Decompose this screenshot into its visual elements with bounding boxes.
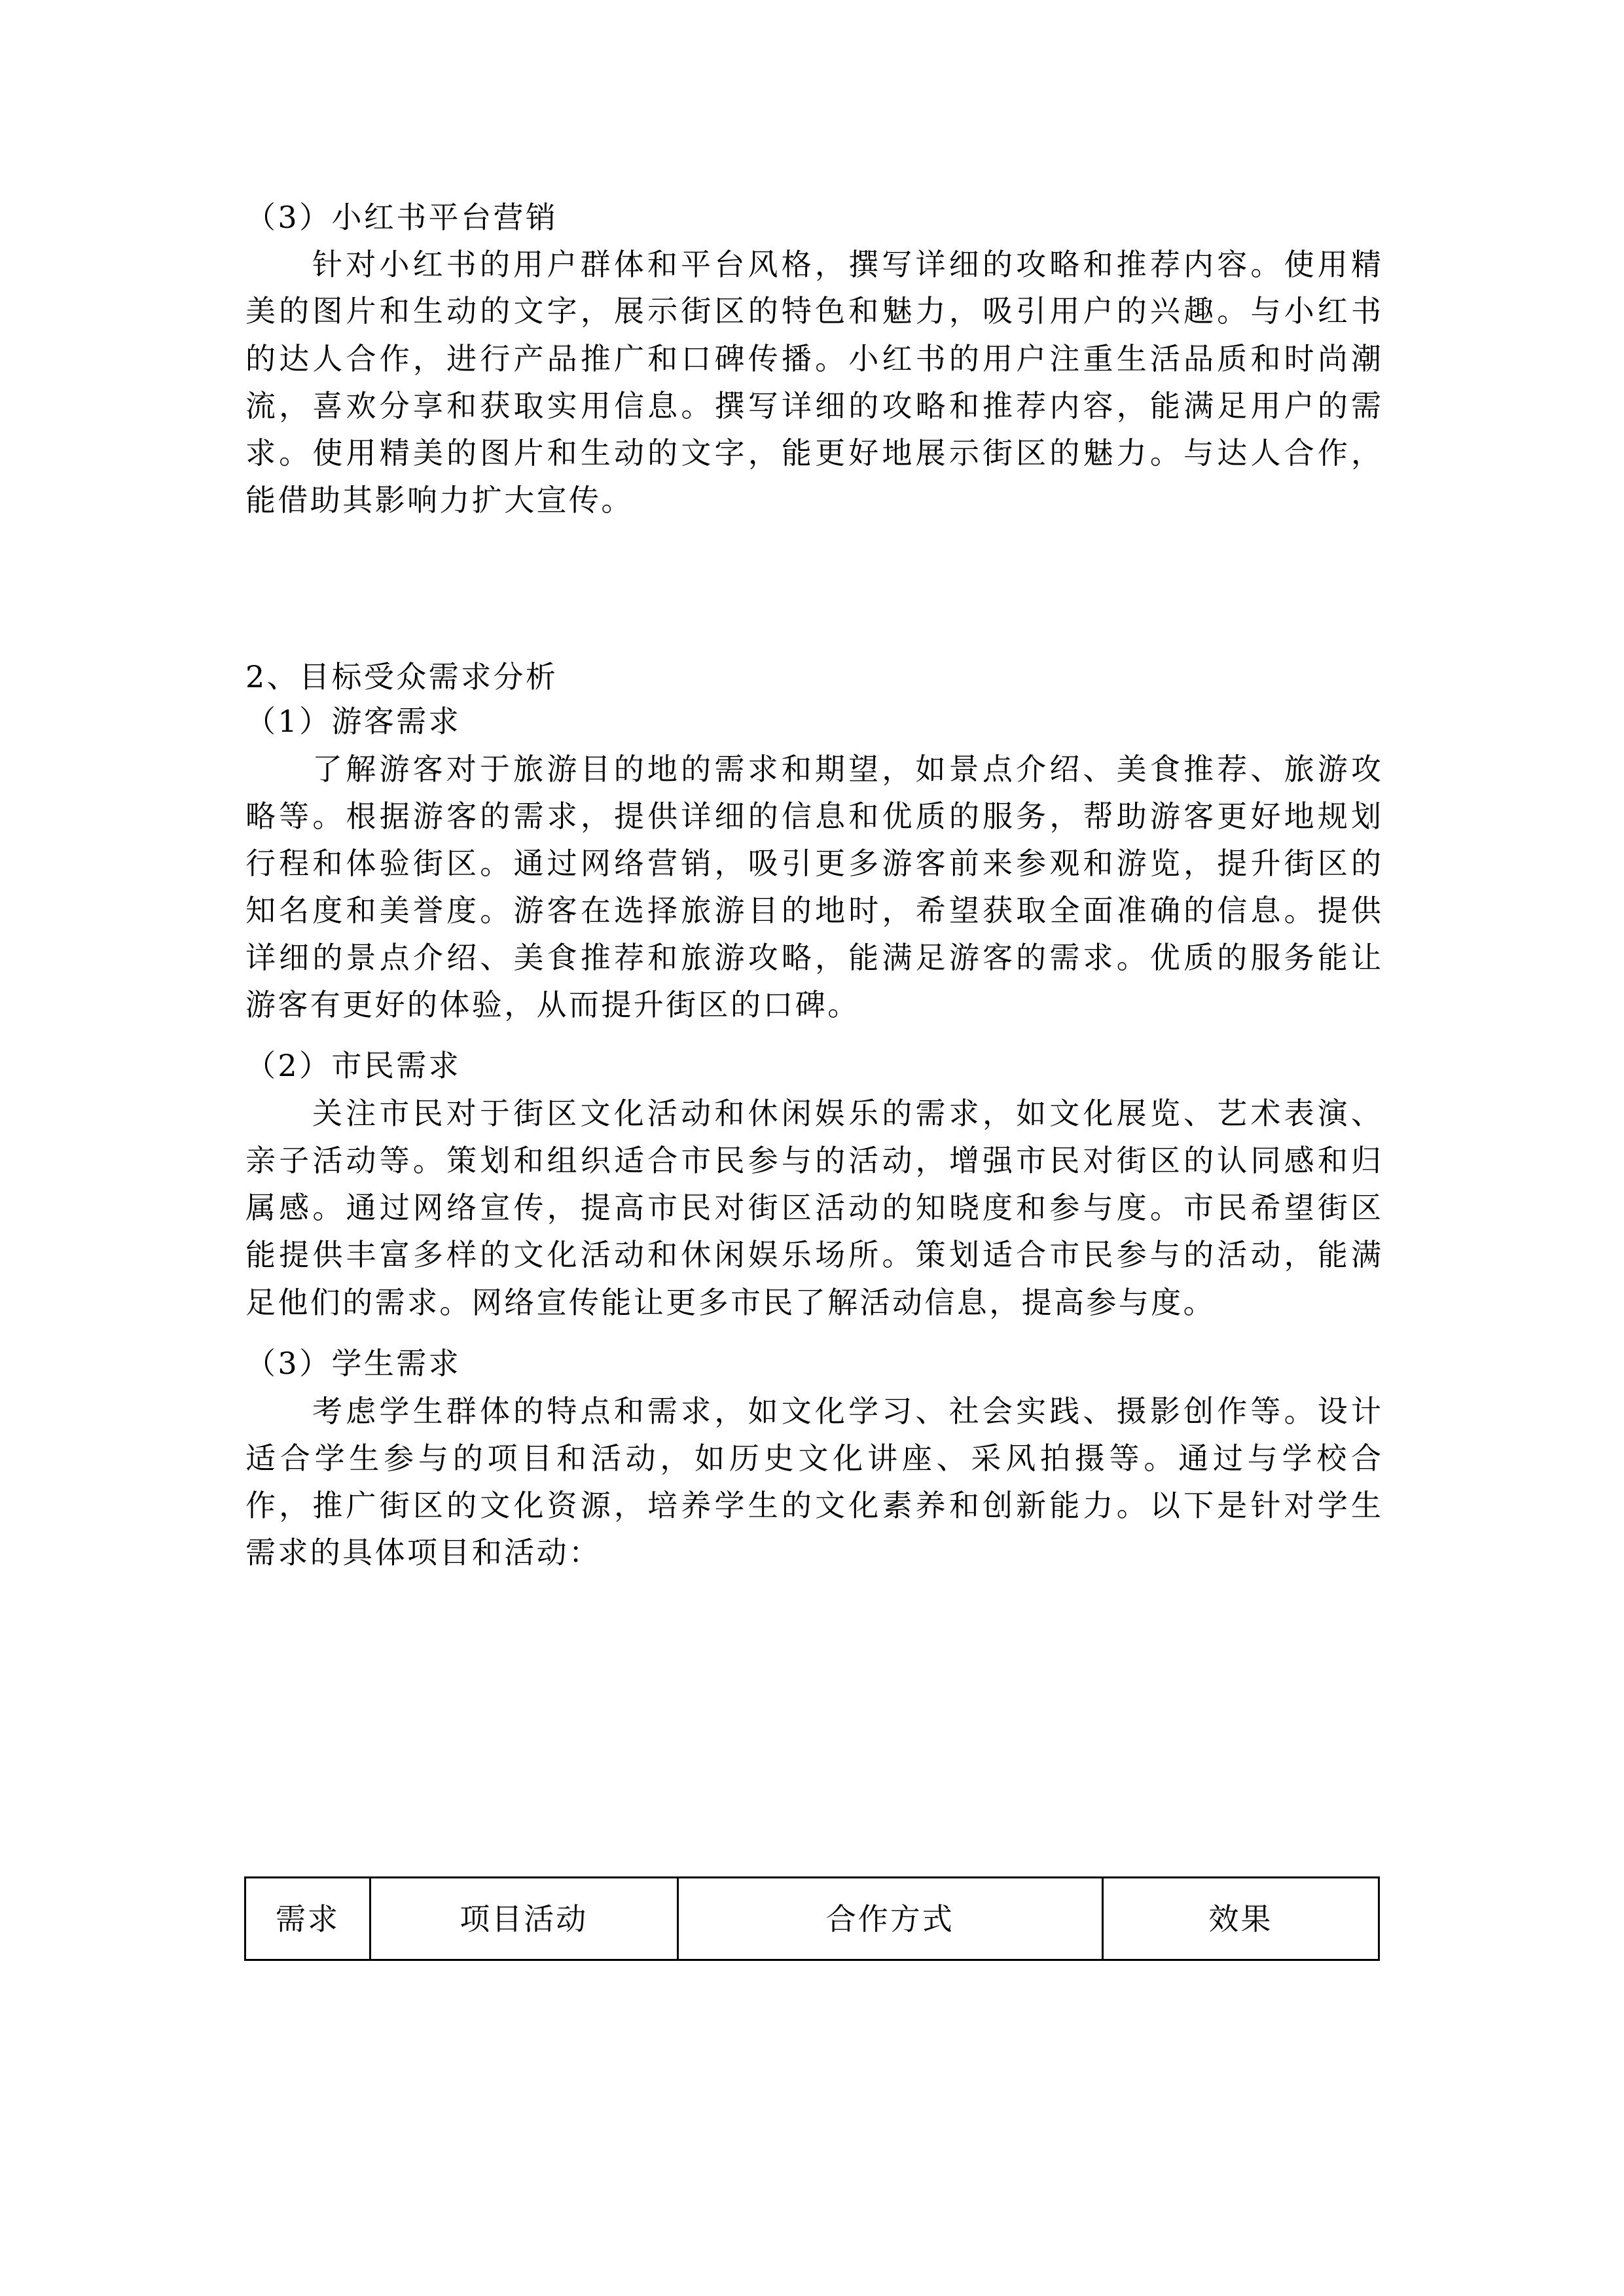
paragraph-line: 流，喜欢分享和获取实用信息。撰写详细的攻略和推荐内容，能满足用户的需	[245, 388, 1381, 423]
paragraph-line: 详细的景点介绍、美食推荐和旅游攻略，能满足游客的需求。优质的服务能让	[245, 940, 1381, 975]
student-needs-table	[244, 1876, 1380, 1961]
paragraph-line: 能借助其影响力扩大宣传。	[245, 482, 634, 518]
subsection-heading-tourists: （1）游客需求	[245, 704, 461, 739]
section-heading-audience: 2、目标受众需求分析	[245, 659, 558, 694]
section-heading-xiaohongshu: （3）小红书平台营销	[245, 200, 558, 235]
table-header-cell: 需求	[245, 1878, 370, 1960]
paragraph-line: 适合学生参与的项目和活动，如历史文化讲座、采风拍摄等。通过与学校合	[245, 1441, 1381, 1476]
paragraph-line: 亲子活动等。策划和组织适合市民参与的活动，增强市民对街区的认同感和归	[245, 1143, 1381, 1178]
table-header-cell: 合作方式	[677, 1878, 1102, 1960]
paragraph-line: 足他们的需求。网络宣传能让更多市民了解活动信息，提高参与度。	[245, 1285, 1216, 1320]
table-header-cell: 项目活动	[370, 1878, 677, 1960]
paragraph-line: 考虑学生群体的特点和需求，如文化学习、社会实践、摄影创作等。设计	[312, 1393, 1381, 1429]
paragraph-line: 行程和体验街区。通过网络营销，吸引更多游客前来参观和游览，提升街区的	[245, 846, 1381, 881]
paragraph-line: 关注市民对于街区文化活动和休闲娱乐的需求，如文化展览、艺术表演、	[312, 1096, 1381, 1131]
paragraph-line: 了解游客对于旅游目的地的需求和期望，如景点介绍、美食推荐、旅游攻	[312, 751, 1381, 787]
subsection-heading-students: （3）学生需求	[245, 1346, 461, 1381]
paragraph-line: 游客有更好的体验，从而提升街区的口碑。	[245, 987, 860, 1022]
table-header-cell: 效果	[1102, 1878, 1379, 1960]
paragraph-line: 知名度和美誉度。游客在选择旅游目的地时，希望获取全面准确的信息。提供	[245, 893, 1381, 928]
paragraph-line: 作，推广街区的文化资源，培养学生的文化素养和创新能力。以下是针对学生	[245, 1488, 1381, 1523]
paragraph-line: 能提供丰富多样的文化活动和休闲娱乐场所。策划适合市民参与的活动，能满	[245, 1237, 1381, 1272]
paragraph-line: 的达人合作，进行产品推广和口碑传播。小红书的用户注重生活品质和时尚潮	[245, 341, 1381, 376]
paragraph-line: 求。使用精美的图片和生动的文字，能更好地展示街区的魅力。与达人合作，	[245, 435, 1381, 471]
paragraph-line: 需求的具体项目和活动：	[245, 1535, 602, 1570]
subsection-heading-citizens: （2）市民需求	[245, 1048, 461, 1083]
table-header-row	[245, 1878, 1379, 1960]
paragraph-line: 针对小红书的用户群体和平台风格，撰写详细的攻略和推荐内容。使用精	[312, 247, 1381, 282]
paragraph-line: 美的图片和生动的文字，展示街区的特色和魅力，吸引用户的兴趣。与小红书	[245, 293, 1381, 329]
paragraph-line: 略等。根据游客的需求，提供详细的信息和优质的服务，帮助游客更好地规划	[245, 798, 1381, 834]
paragraph-line: 属感。通过网络宣传，提高市民对街区活动的知晓度和参与度。市民希望街区	[245, 1190, 1381, 1225]
